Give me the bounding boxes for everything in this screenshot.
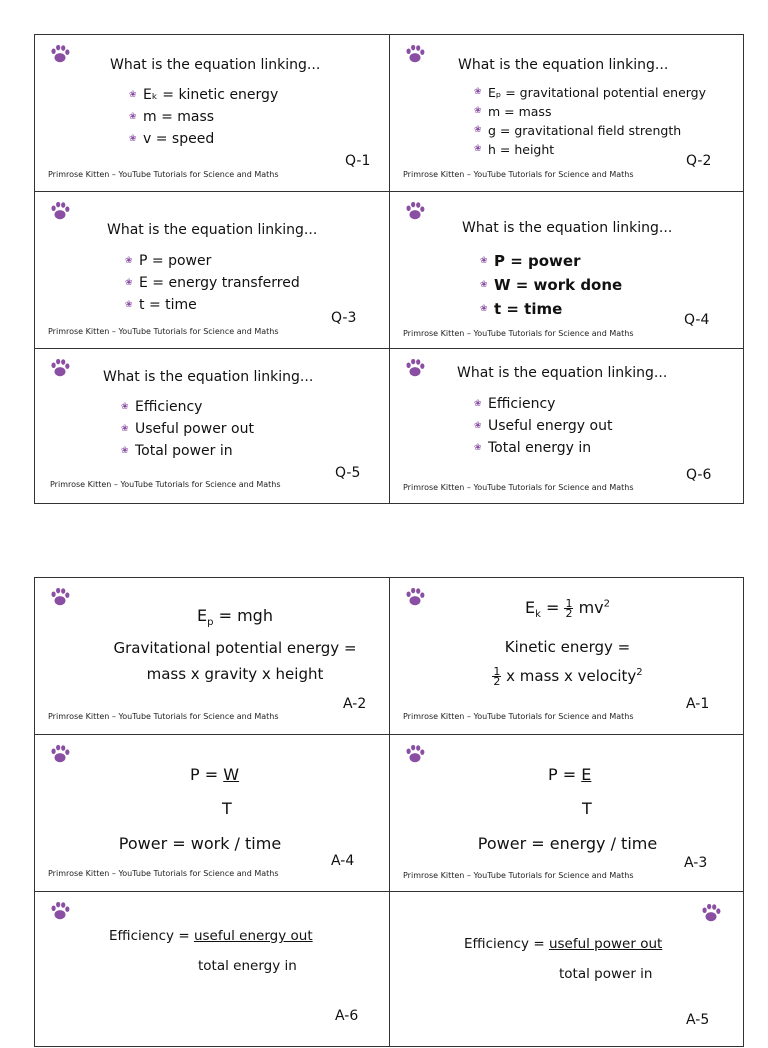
question-card-q4 — [390, 192, 745, 348]
list-item: ❀ P = power — [125, 250, 300, 272]
card-code: A-3 — [684, 855, 708, 871]
card-code: Q-5 — [335, 465, 361, 481]
equation-numerator: W — [223, 765, 240, 784]
equation-symbol: P = — [548, 765, 582, 784]
answer-description: Power = energy / time — [477, 834, 658, 853]
list-item: ❀ v = speed — [129, 128, 278, 150]
list-item: ❀ Efficiency — [474, 393, 612, 415]
half-fraction: $\frac{1}{2}$ — [565, 597, 573, 620]
card-code: Q-3 — [331, 310, 357, 326]
equation-symbol: P = — [190, 765, 224, 784]
answer-equation — [464, 936, 662, 952]
paw-icon — [404, 743, 426, 765]
footer-credit: Primrose Kitten – YouTube Tutorials for Science and Maths — [48, 869, 279, 878]
answer-cards-grid — [34, 577, 744, 1047]
equation-label: Efficiency = — [464, 936, 549, 952]
question-cards-grid — [34, 34, 744, 504]
description-line: mass x gravity x height — [146, 665, 324, 683]
question-term-list — [129, 84, 278, 150]
answer-description — [35, 635, 435, 687]
answer-equation — [390, 598, 745, 620]
equation-expression: = mgh — [213, 606, 273, 625]
list-item: ❀ m = mass — [474, 102, 706, 121]
card-code: A-1 — [686, 696, 710, 712]
list-item: ❀ P = power — [480, 249, 622, 273]
paw-icon — [404, 43, 426, 65]
footer-credit: Primrose Kitten – YouTube Tutorials for Science and Maths — [48, 327, 279, 336]
list-item: ❀ Useful energy out — [474, 415, 612, 437]
card-code: A-6 — [335, 1008, 359, 1024]
question-title: What is the equation linking... — [458, 57, 669, 73]
list-item: ❀ W = work done — [480, 273, 622, 297]
description-line: Kinetic energy = — [504, 638, 631, 656]
question-term-list — [121, 396, 254, 462]
half-fraction: $\frac{1}{2}$ — [493, 665, 501, 688]
footer-credit: Primrose Kitten – YouTube Tutorials for Science and Maths — [403, 871, 634, 880]
paw-icon — [49, 43, 71, 65]
equation-superscript: 2 — [603, 598, 610, 610]
answer-card-a4 — [35, 735, 389, 891]
list-item: ❀ E = energy transferred — [125, 272, 300, 294]
paw-icon — [700, 902, 722, 924]
footer-credit: Primrose Kitten – YouTube Tutorials for Science and Maths — [48, 170, 279, 179]
description-line: Gravitational potential energy = — [113, 639, 357, 657]
equation-denominator: total energy in — [198, 958, 297, 974]
question-card-q6 — [390, 349, 745, 505]
footer-credit: Primrose Kitten – YouTube Tutorials for Science and Maths — [50, 480, 281, 489]
question-term-list — [474, 83, 706, 159]
list-item: ❀ h = height — [474, 140, 706, 159]
paw-icon — [404, 357, 426, 379]
equation-subscript: k — [535, 609, 541, 621]
list-item: ❀ t = time — [480, 297, 622, 321]
answer-card-a2 — [35, 578, 389, 734]
equation-denominator: T — [222, 799, 232, 818]
equation-operator: = — [540, 598, 565, 617]
paw-icon — [49, 586, 71, 608]
footer-credit: Primrose Kitten – YouTube Tutorials for Science and Maths — [403, 712, 634, 721]
footer-credit: Primrose Kitten – YouTube Tutorials for Science and Maths — [403, 329, 634, 338]
card-code: Q-2 — [686, 153, 712, 169]
card-code: A-5 — [686, 1012, 710, 1028]
question-title: What is the equation linking... — [110, 57, 321, 73]
question-card-q3 — [35, 192, 389, 348]
card-code: Q-4 — [684, 312, 710, 328]
answer-description: Power = work / time — [118, 834, 282, 853]
answer-equation — [190, 765, 239, 784]
paw-icon — [49, 357, 71, 379]
card-code: Q-6 — [686, 467, 712, 483]
paw-icon — [49, 743, 71, 765]
equation-label: Efficiency = — [109, 928, 194, 944]
question-term-list — [125, 250, 300, 316]
answer-description — [390, 634, 745, 689]
list-item: ❀ g = gravitational field strength — [474, 121, 706, 140]
list-item: ❀ t = time — [125, 294, 300, 316]
equation-symbol: E — [525, 598, 536, 617]
question-card-q1 — [35, 35, 389, 191]
equation-numerator: E — [581, 765, 592, 784]
answer-equation — [35, 606, 435, 628]
question-title: What is the equation linking... — [457, 365, 668, 381]
answer-card-a1 — [390, 578, 745, 734]
answer-card-a5 — [390, 892, 745, 1048]
answer-card-a6 — [35, 892, 389, 1048]
question-term-list — [480, 249, 622, 321]
list-item: ❀ Total energy in — [474, 437, 612, 459]
equation-subscript: p — [207, 617, 214, 629]
question-title: What is the equation linking... — [462, 220, 673, 236]
question-term-list — [474, 393, 612, 459]
question-title: What is the equation linking... — [103, 369, 314, 385]
question-title: What is the equation linking... — [107, 222, 318, 238]
paw-icon — [49, 900, 71, 922]
answer-equation — [548, 765, 591, 784]
equation-denominator: total power in — [559, 966, 653, 982]
paw-icon — [404, 200, 426, 222]
footer-credit: Primrose Kitten – YouTube Tutorials for Science and Maths — [48, 712, 279, 721]
paw-icon — [49, 200, 71, 222]
answer-equation — [109, 928, 313, 944]
question-card-q2 — [390, 35, 745, 191]
question-card-q5 — [35, 349, 389, 505]
equation-expression: mv — [573, 598, 604, 617]
footer-credit: Primrose Kitten – YouTube Tutorials for Science and Maths — [403, 483, 634, 492]
card-code: Q-1 — [345, 153, 371, 169]
list-item: ❀ Total power in — [121, 440, 254, 462]
equation-numerator: useful power out — [548, 936, 663, 952]
equation-numerator: useful energy out — [193, 928, 313, 944]
list-item: ❀ Useful power out — [121, 418, 254, 440]
list-item: ❀ m = mass — [129, 106, 278, 128]
list-item: ❀ Eₖ = kinetic energy — [129, 84, 278, 106]
card-code: A-4 — [331, 853, 355, 869]
list-item: ❀ Eₚ = gravitational potential energy — [474, 83, 706, 102]
description-line-2: $\frac{1}{2}$ x mass x velocity$^2$ — [493, 665, 643, 688]
footer-credit: Primrose Kitten – YouTube Tutorials for Science and Maths — [403, 170, 634, 179]
equation-symbol: E — [197, 606, 208, 625]
equation-denominator: T — [582, 799, 592, 818]
card-code: A-2 — [343, 696, 367, 712]
answer-card-a3 — [390, 735, 745, 891]
list-item: ❀ Efficiency — [121, 396, 254, 418]
